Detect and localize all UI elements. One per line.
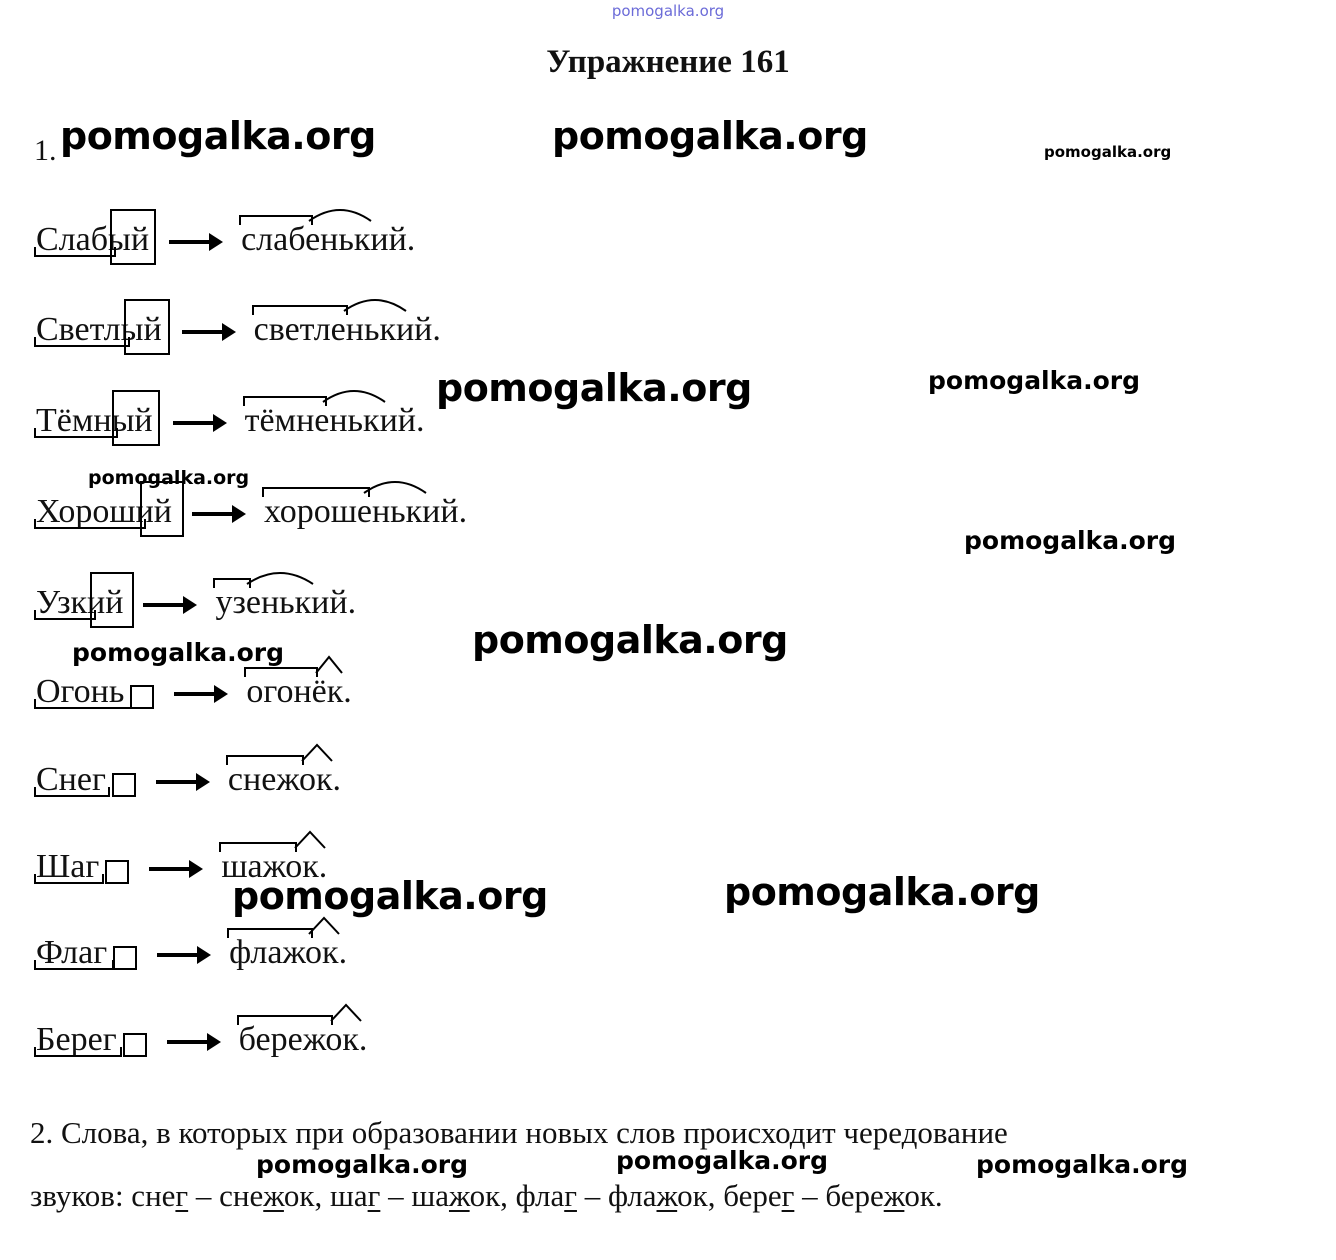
source-word: Тёмный bbox=[34, 402, 153, 440]
watermark: pomogalka.org bbox=[1044, 143, 1172, 161]
zero-ending-box bbox=[130, 685, 154, 709]
watermark: pomogalka.org bbox=[472, 618, 788, 662]
section-2-line-1: 2. Слова, в которых при образовании новых слов происходит чередование bbox=[30, 1115, 1008, 1150]
word-row bbox=[34, 305, 441, 355]
source-word: Шаг bbox=[34, 848, 99, 886]
derived-word: бережок. bbox=[235, 1021, 368, 1059]
derived-word: слабенький. bbox=[237, 221, 415, 259]
word-row bbox=[34, 487, 467, 537]
derived-word: узенький. bbox=[211, 584, 356, 622]
source-word: Светлый bbox=[34, 311, 162, 349]
arrow-icon bbox=[167, 1040, 217, 1044]
watermark: pomogalka.org bbox=[964, 526, 1177, 555]
word-row bbox=[34, 755, 341, 805]
source-word: Хороший bbox=[34, 493, 172, 531]
watermark: pomogalka.org bbox=[72, 638, 285, 667]
arrow-icon bbox=[169, 240, 219, 244]
derived-word: светленький. bbox=[250, 311, 441, 349]
arrow-icon bbox=[174, 692, 224, 696]
word-row bbox=[34, 215, 415, 265]
watermark: pomogalka.org bbox=[616, 1146, 829, 1175]
word-row bbox=[34, 578, 356, 628]
source-word: Огонь bbox=[34, 673, 124, 711]
derived-word: тёмненький. bbox=[241, 402, 425, 440]
arrow-icon bbox=[149, 867, 199, 871]
zero-ending-box bbox=[112, 773, 136, 797]
watermark-top: pomogalka.org bbox=[611, 2, 725, 20]
source-word: Слабый bbox=[34, 221, 149, 259]
watermark: pomogalka.org bbox=[88, 467, 250, 489]
arrow-icon bbox=[173, 421, 223, 425]
word-row bbox=[34, 1015, 367, 1065]
source-word: Берег bbox=[34, 1021, 117, 1059]
arrow-icon bbox=[143, 603, 193, 607]
arrow-icon bbox=[157, 953, 207, 957]
word-row bbox=[34, 928, 347, 978]
section-2-line-2: звуков: снег – снежок, шаг – шажок, флаг – флажок, берег – бережок. bbox=[30, 1178, 943, 1213]
source-word: Флаг bbox=[34, 934, 107, 972]
derived-word: снежок. bbox=[224, 761, 341, 799]
section-1-label: 1. bbox=[34, 134, 57, 167]
watermark: pomogalka.org bbox=[976, 1150, 1189, 1179]
watermark: pomogalka.org bbox=[232, 874, 548, 918]
word-row bbox=[34, 667, 352, 717]
arrow-icon bbox=[192, 512, 242, 516]
watermark: pomogalka.org bbox=[256, 1150, 469, 1179]
word-row bbox=[34, 842, 327, 892]
zero-ending-box bbox=[113, 946, 137, 970]
watermark: pomogalka.org bbox=[436, 366, 752, 410]
watermark: pomogalka.org bbox=[552, 114, 868, 158]
arrow-icon bbox=[182, 330, 232, 334]
zero-ending-box bbox=[105, 860, 129, 884]
arrow-icon bbox=[156, 780, 206, 784]
derived-word: хорошенький. bbox=[260, 493, 467, 531]
page-title: Упражнение 161 bbox=[546, 44, 790, 80]
derived-word: шажок. bbox=[217, 848, 327, 886]
watermark: pomogalka.org bbox=[60, 114, 376, 158]
derived-word: флажок. bbox=[225, 934, 347, 972]
word-row bbox=[34, 396, 424, 446]
source-word: Узкий bbox=[34, 584, 123, 622]
watermark: pomogalka.org bbox=[928, 366, 1141, 395]
zero-ending-box bbox=[123, 1033, 147, 1057]
derived-word: огонёк. bbox=[242, 673, 351, 711]
source-word: Снег bbox=[34, 761, 106, 799]
watermark: pomogalka.org bbox=[724, 870, 1040, 914]
